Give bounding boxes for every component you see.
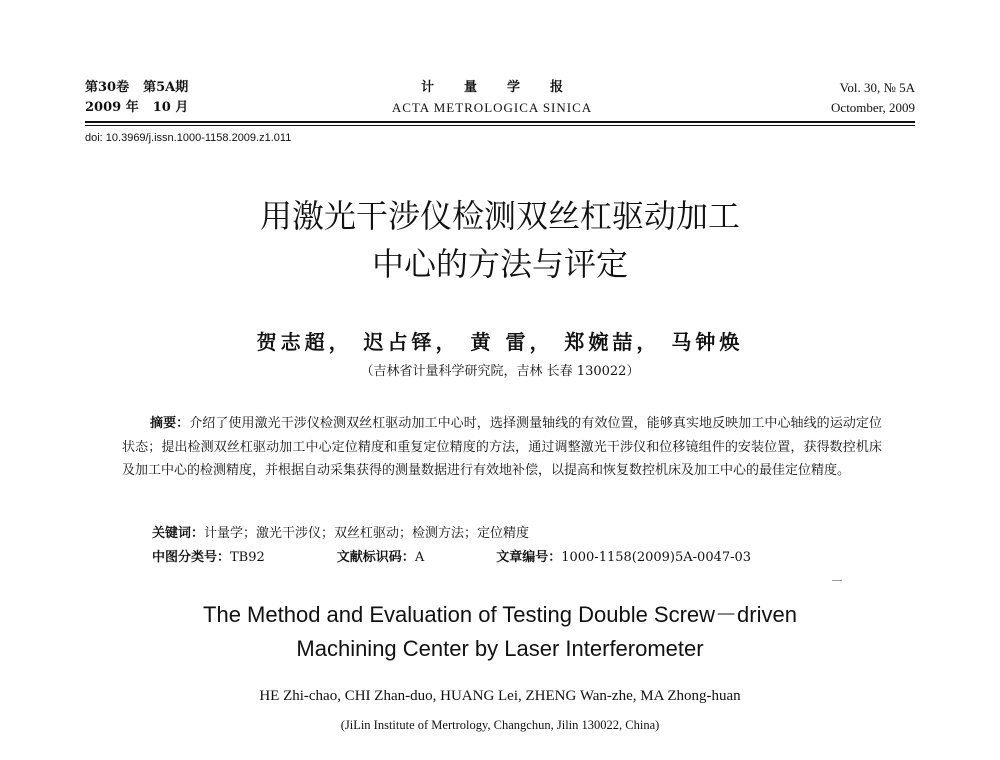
header-rule-thin: [85, 125, 915, 126]
keywords-cn: [152, 522, 529, 541]
running-header: [85, 78, 915, 120]
header-volume-en: [831, 78, 915, 118]
keywords-label: 关键词：: [152, 526, 205, 541]
title-en-line1: The Method and Evaluation of Testing Double Screw－driven: [203, 602, 797, 627]
article-number: 文章编号：1000-1158(2009)5A-0047-03: [496, 550, 752, 565]
header-rule-thick: [85, 121, 915, 123]
header-date: Octomber, 2009: [831, 100, 915, 115]
paper-title-cn: [0, 192, 1000, 288]
authors-cn: 贺志超， 迟占铎， 黄 雷， 郑婉喆， 马钟焕: [256, 330, 744, 354]
header-issue: 第5A期: [143, 80, 189, 95]
affiliation-cn: （吉林省计量科学研究院，吉林 长春 130022）: [360, 364, 640, 379]
paper-title-en: [0, 598, 1000, 666]
classification-line: [152, 546, 882, 565]
clc-number: 中图分类号：TB92: [152, 550, 265, 565]
header-journal-name: [347, 78, 637, 118]
header-volume-info: [85, 78, 188, 118]
authors-en: HE Zhi-chao, CHI Zhan-duo, HUANG Lei, ZHENG Wan-zhe, MA Zhong-huan: [259, 688, 741, 704]
document-code: 文献标识码：A: [336, 550, 425, 565]
header-year: 2009 年: [85, 100, 139, 115]
abstract-text: 介绍了使用激光干涉仪检测双丝杠驱动加工中心时，选择测量轴线的有效位置，能够真实地反映加工中心轴线的运动定位状态；提出检测双丝杠驱动加工中心定位精度和重复定位精度的方法，通过调整激光干涉仪和位移镜组件的安装位置，获得数控机床及加工中心的检测精度，并根据自动采集获得的测量数据进行有效地补偿，以提高和恢复数控机床及加工中心的最佳定位精度。: [122, 416, 882, 478]
journal-name-cn: 计量学报: [420, 80, 593, 95]
title-en-line2: Machining Center by Laser Interferometer: [296, 636, 704, 661]
abstract-cn: [122, 412, 882, 483]
stray-mark: [832, 580, 842, 581]
affiliation-en: (JiLin Institute of Mertrology, Changchun, Jilin 130022, China): [340, 718, 660, 732]
abstract-label: 摘要：: [150, 416, 190, 431]
journal-name-en: ACTA METROLOGICA SINICA: [391, 100, 593, 115]
title-cn-line2: 中心的方法与评定: [371, 245, 628, 283]
title-cn-line1: 用激光干涉仪检测双丝杠驱动加工: [259, 197, 740, 235]
header-volume: 第30卷: [85, 80, 130, 95]
header-vol-number: Vol. 30, № 5A: [839, 80, 915, 95]
header-month: 10 月: [152, 100, 189, 115]
doi-line: doi: 10.3969/j.issn.1000-1158.2009.z1.011: [85, 132, 292, 144]
keywords-text: 计量学；激光干涉仪；双丝杠驱动；检测方法；定位精度: [204, 526, 530, 541]
